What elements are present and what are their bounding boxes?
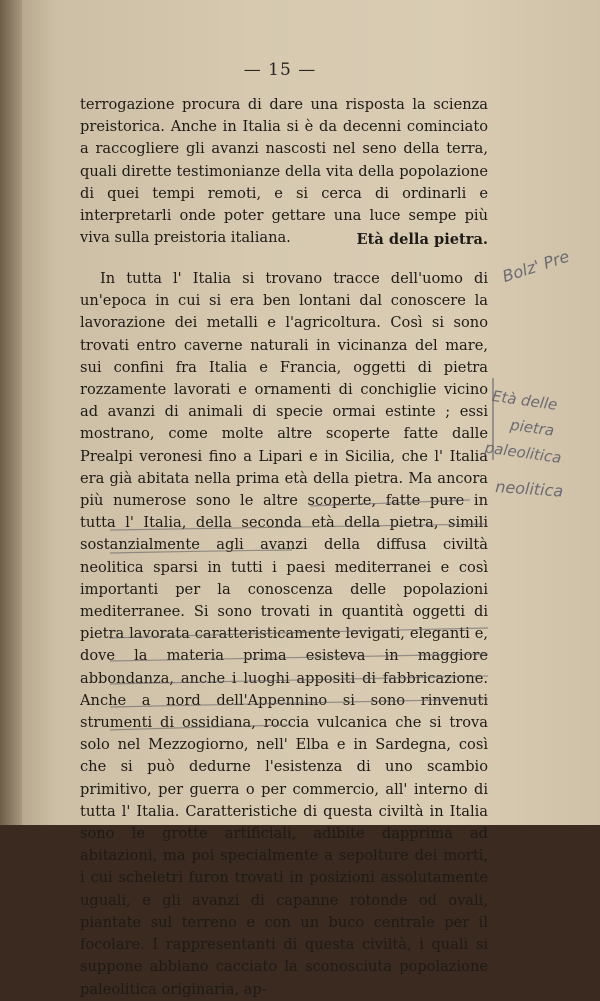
paragraph-intro [80,94,488,249]
margin-note-1: Bolz' Pre [500,246,572,287]
margin-note-3: neolitica [494,477,564,501]
margin-note-2 [483,383,570,471]
paragraph-main [80,268,488,1001]
margin-note-2-line: paleolitica [483,438,563,468]
paragraph-intro-text: terrogazione procura di dare una risposta la scienza preistorica. Anche in Italia si è da decenni cominciato a raccogliere gli avanzi nascosti nel seno della terra, quali dirette testimonianze della vita della popolazione di quei tempi remoti, e si cerca di ordinarli e interpretarli onde poter gettare una luce sempe più viva sulla preistoria italiana. [80,96,488,247]
paragraph-main-text: In tutta l' Italia si trovano tracce dell'uomo di un'epoca in cui si era ben lontani dal conoscere la lavorazione dei metalli e l'agricoltura. Così si sono trovati entro caverne naturali in vicinanza del mare, sui confini fra Italia e Francia, oggetti di pietra rozzamente lavorati e ornamenti di conchiglie vicino ad avanzi di animali di specie ormai estinte ; essi mostrano, come molte altre scoperte fatte dalle Prealpi veronesi fino a Lipari e in Sicilia, che l' Italia era già abitata nella prima età della pietra. Ma ancora più numerose sono le altre scoperte, fatte pure in tutta l' Italia, della seconda età della pietra, simili sostanzialmente agli avanzi della diffusa civiltà neolitica sparsi in tutti i paesi mediterranei e così importanti per la conoscenza delle popolazioni mediterranee. Si sono trovati in quantità oggetti di pietra lavorata caratteristicamente levigati, eleganti e, dove la materia prima esisteva in maggiore abbondanza, anche i luoghi appositi di fabbricazione. Anche a nord dell'Appennino si sono rinvenuti strumenti di ossidiana, roccia vulcanica che si trova solo nel Mezzogiorno, nell' Elba e in Sardegna, così che si può dedurne l'esistenza di uno scambio primitivo, per guerra o per commercio, all' interno di tutta l' Italia. Caratteristiche di questa civiltà in Italia sono le grotte artificiali, adibite dapprima ad abitazioni, ma poi specialmente a sepolture dei morti, i cui scheletri furon trovati in posizioni assolutamente uguali, e gli avanzi di capanne rotonde od ovali, piantate sul terreno e con un buco centrale per il focolare. I rappresentanti di questa civiltà, i quali si suppone abbiano cacciato la sconosciuta popolazione paleolitica originaria, ap- [80,270,488,998]
margin-note-2-line: pietra [509,415,556,440]
page-number: — 15 — [243,60,317,80]
margin-note-2-line: Età delle [490,386,559,414]
section-heading: Età della pietra. [356,231,488,248]
